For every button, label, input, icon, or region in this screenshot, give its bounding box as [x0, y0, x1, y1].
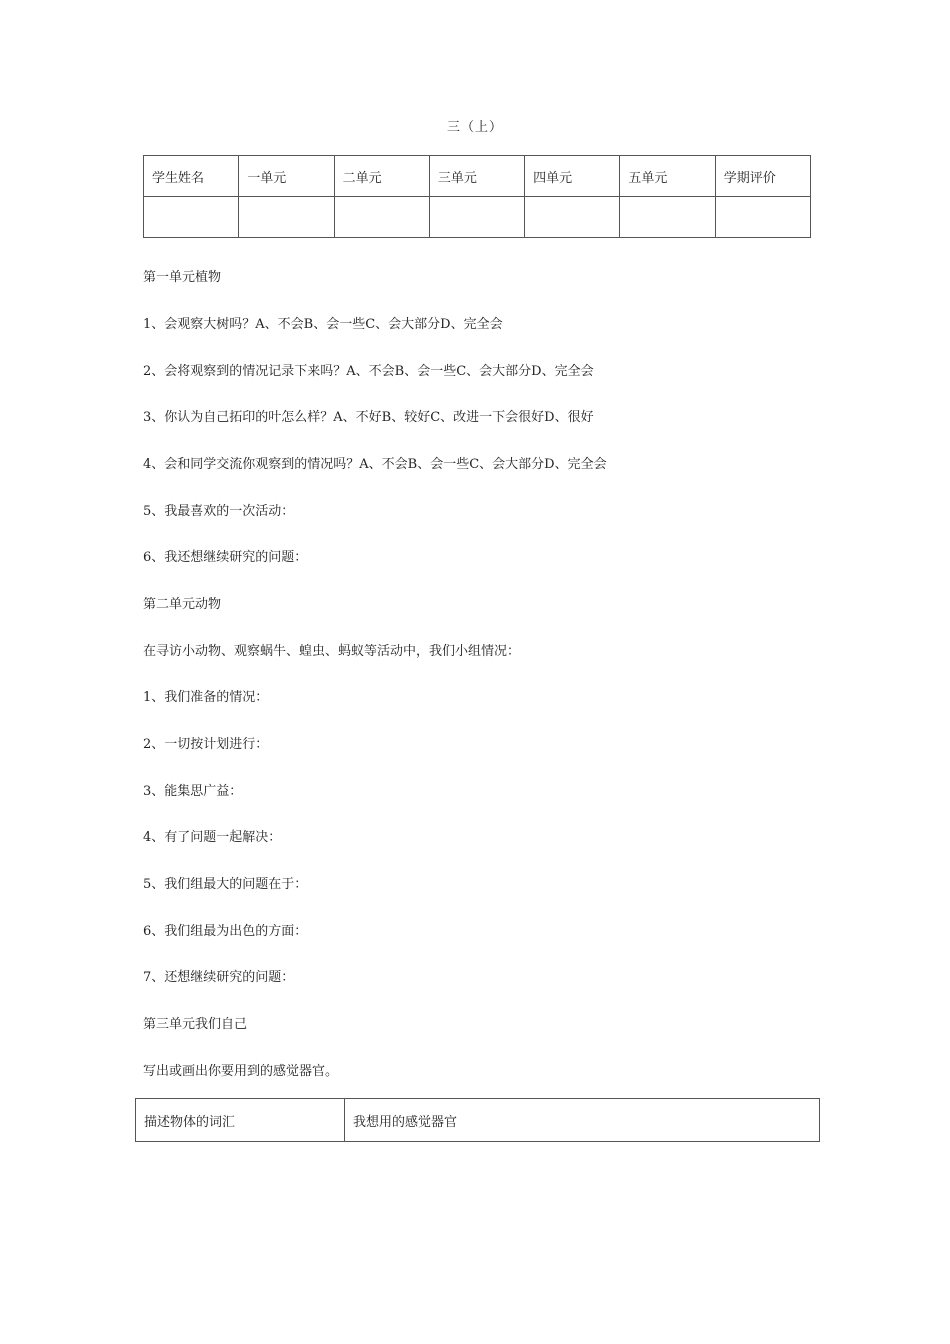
- unit1-question-2: 2、会将观察到的情况记录下来吗？A、不会B、会一些C、会大部分D、完全会: [143, 364, 594, 379]
- grade-table: [143, 155, 811, 238]
- header-cell-unit-2: 二单元: [334, 156, 429, 197]
- unit1-question-5: 5、我最喜欢的一次活动：: [143, 504, 295, 519]
- unit2-question-3: 3、能集思广益：: [143, 784, 243, 799]
- unit2-heading: 第二单元动物: [143, 597, 222, 612]
- table-row: [144, 197, 811, 238]
- empty-cell: [429, 197, 524, 238]
- header-cell-unit-1: 一单元: [239, 156, 334, 197]
- empty-cell: [620, 197, 715, 238]
- empty-cell: [144, 197, 239, 238]
- page-title: 三（上）: [446, 120, 503, 135]
- table-header-row: [136, 1099, 820, 1142]
- header-cell-unit-4: 四单元: [525, 156, 620, 197]
- unit2-question-1: 1、我们准备的情况：: [143, 690, 269, 705]
- header-cell-unit-3: 三单元: [429, 156, 524, 197]
- empty-cell: [525, 197, 620, 238]
- unit1-question-1: 1、会观察大树吗？A、不会B、会一些C、会大部分D、完全会: [143, 317, 503, 332]
- unit2-question-7: 7、还想继续研究的问题：: [143, 970, 295, 985]
- unit1-heading: 第一单元植物: [143, 270, 222, 285]
- header-cell-student-name: 学生姓名: [144, 156, 239, 197]
- unit3-heading: 第三单元我们自己: [143, 1017, 248, 1032]
- unit2-question-2: 2、一切按计划进行：: [143, 737, 269, 752]
- sense-organ-table: [135, 1098, 820, 1142]
- header-cell-sense-organs: 我想用的感觉器官: [345, 1099, 820, 1142]
- empty-cell: [239, 197, 334, 238]
- unit1-question-3: 3、你认为自己拓印的叶怎么样？A、不好B、较好C、改进一下会很好D、很好: [143, 410, 594, 425]
- header-cell-term-evaluation: 学期评价: [715, 156, 810, 197]
- header-cell-describing-words: 描述物体的词汇: [136, 1099, 345, 1142]
- unit2-intro: 在寻访小动物、观察蜗牛、蝗虫、蚂蚁等活动中，我们小组情况：: [143, 644, 521, 659]
- unit2-question-6: 6、我们组最为出色的方面：: [143, 924, 308, 939]
- unit3-intro: 写出或画出你要用到的感觉器官。: [143, 1064, 339, 1079]
- unit1-question-4: 4、会和同学交流你观察到的情况吗？A、不会B、会一些C、会大部分D、完全会: [143, 457, 607, 472]
- table-header-row: [144, 156, 811, 197]
- unit1-question-6: 6、我还想继续研究的问题：: [143, 550, 308, 565]
- header-cell-unit-5: 五单元: [620, 156, 715, 197]
- empty-cell: [715, 197, 810, 238]
- unit2-question-4: 4、有了问题一起解决：: [143, 830, 282, 845]
- unit2-question-5: 5、我们组最大的问题在于：: [143, 877, 308, 892]
- empty-cell: [334, 197, 429, 238]
